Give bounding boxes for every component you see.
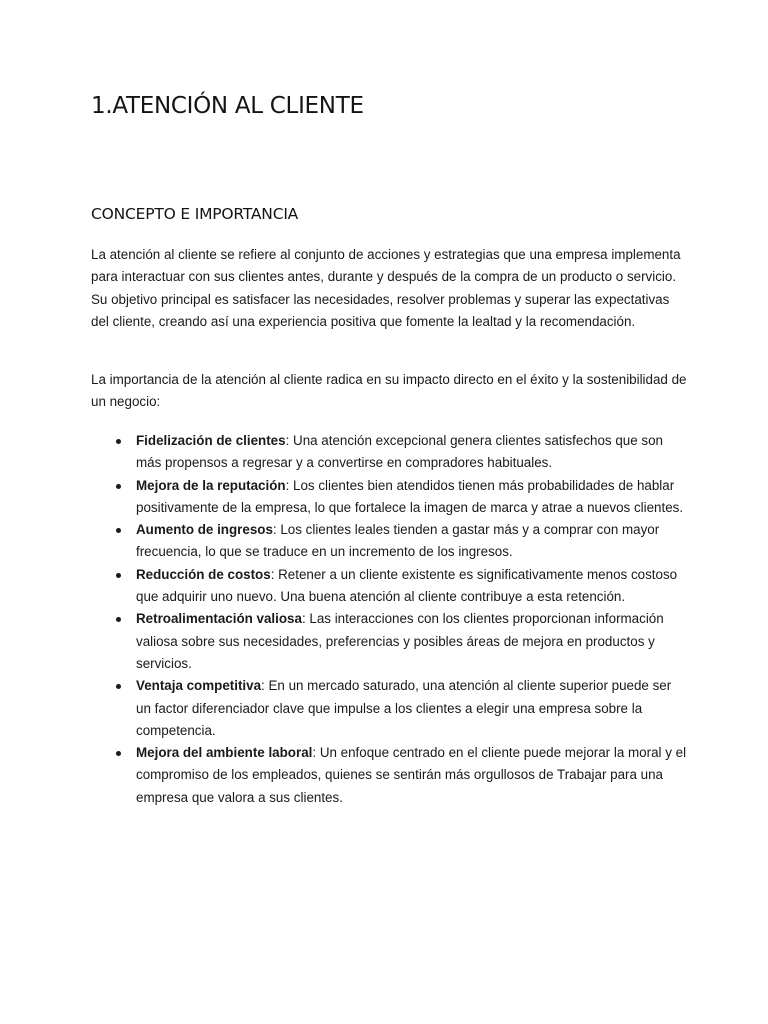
list-item-term: Fidelización de clientes (136, 433, 286, 448)
list-item-term: Reducción de costos (136, 566, 271, 582)
bullet-icon (116, 528, 121, 533)
list-item-text: : Un enfoque centrado en el cliente puede mejorar la moral y el compromiso de los empleados, quienes se sentirán más orgullosos de Trabajar para una empresa que valora a sus clientes. (136, 745, 687, 805)
bullet-icon (116, 751, 121, 756)
importance-list (91, 430, 687, 809)
list-item-term: Mejora de la reputación (136, 477, 286, 493)
list-item-text: : Los clientes leales tienden a gastar más y a comprar con mayor frecuencia, lo que se traduce en un incremento de los ingresos. (136, 522, 660, 560)
bullet-icon (116, 617, 121, 622)
list-item (91, 475, 687, 520)
list-item-term: Aumento de ingresos (136, 522, 273, 538)
list-item-text: : Una atención excepcional genera clientes satisfechos que son más propensos a regresar y a convertirse en compradores habituales. (136, 433, 663, 471)
list-item (91, 564, 687, 609)
bullet-icon (116, 573, 121, 578)
list-item-text: : En un mercado saturado, una atención al cliente superior puede ser un factor diferenciador clave que impulse a los clientes a elegir una empresa sobre la competencia. (136, 678, 672, 738)
page-title: 1.ATENCIÓN AL CLIENTE (91, 93, 364, 119)
list-item-term: Retroalimentación valiosa (136, 611, 302, 627)
list-item (91, 519, 687, 564)
list-item (91, 430, 687, 475)
bullet-icon (116, 484, 121, 489)
list-item (91, 608, 687, 675)
intro-paragraph: La atención al cliente se refiere al conjunto de acciones y estrategias que una empresa implementa para interactuar con sus clientes antes, durante y después de la compra de un producto o servicio. Su objetivo principal es satisfacer las necesidades, resolver problemas y superar las expectativas del cliente, creando así una experiencia positiva que fomente la lealtad y la recomendación. (91, 247, 681, 329)
importance-paragraph: La importancia de la atención al cliente radica en su impacto directo en el éxito y la sostenibilidad de un negocio: (91, 372, 687, 410)
list-item-term: Ventaja competitiva (136, 678, 262, 694)
list-item-text: : Retener a un cliente existente es significativamente menos costoso que adquirir uno nuevo. Una buena atención al cliente contribuye a esta retención. (136, 566, 678, 605)
bullet-icon (116, 439, 121, 444)
list-item-text: : Las interacciones con los clientes proporcionan información valiosa sobre sus necesidades, preferencias y posibles áreas de mejora en productos y servicios. (136, 611, 664, 671)
list-item-term: Mejora del ambiente laboral (136, 745, 313, 761)
list-item (91, 742, 687, 809)
list-item-text: : Los clientes bien atendidos tienen más probabilidades de hablar positivamente de la empresa, lo que fortalece la imagen de marca y atrae a nuevos clientes. (136, 477, 684, 515)
list-item (91, 675, 687, 742)
section-heading: CONCEPTO E IMPORTANCIA (91, 205, 299, 223)
bullet-icon (116, 684, 121, 689)
